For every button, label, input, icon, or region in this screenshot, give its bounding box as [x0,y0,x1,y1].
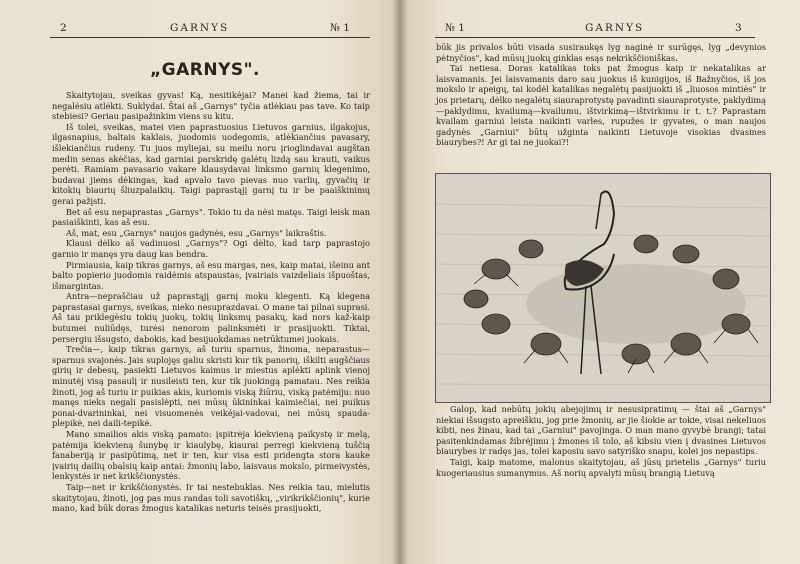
paragraph: Tai netiesa. Doras katalikas toks pat žmogus kaip ir nekatalikas ar laisvamanis. Jei laisvamanis daro sau juokus iš kunigijos, iš Bažnyčios, iš jos mokslo ir apeigų, tai kodėl katalikas negalėtų pasijuokti iš „liuosos mintiės" ir jos prietarų, dėlko negalėtų siauraprotystę pavadinti siauraprotyste, paklydimą—paklydimu, kvailumą—kvailumu, ištvirkimą—ištvirkimu ir t. t.? Paprastam kvailam garniui leista naikinti varles, rupužes ir gyvates, o man naujos gadynės „Garniui" būtų užginta naikinti Lietuvoje visokias dvasines biaurybes?! Ar gi tai ne juokai?! [436,63,766,148]
book-gutter [392,0,408,564]
paragraph: Taigi, kaip matome, malonus skaitytojau, aš jūsų prietelis „Garnys" turiu kuogeriausius sumanymus. Aš norių apvalyti mūsų brangią Lietuvą [436,456,766,478]
paragraph: Taip—net ir krikščionystės. Ir tai nestebuklas. Nes reikia tau, mielutis skaitytojau, žinoti, jog pas mus randas toli savotiškų, „virikrikščionių", kurie mano, kad būk doras žmogus katalikas neturis teisės prasijuokti, [52,481,370,514]
paragraph: Klausi dėlko aš vadinuosi „Garnys"? Ogi dėlto, kad tarp paprastojo garnio ir manęs yra daug kas bendra. [52,238,370,259]
illustration-drawing [436,174,770,402]
article-title: „GARNYS". [150,60,260,80]
paragraph: Antra—nepraščiau už paprastąjį garnį moku klegenti. Ką klegena paprastasai garnys, sveikas, nieko nesuprazdavai. O mane tai pilnai suprasi. Aš tau priklegėsiu tokių juokų, tokių linksmų pasakų, kad nors kaž-kaip butumei nuliūdęs, turėsi nenorom palinksmėti ir prasijuokti. Tiktai, persergiu išsugsto, dabokis, kad besijuokdamas netrūktumei juokais. [52,291,370,344]
issue-number-left: № 1 [330,22,350,34]
header-rule-right [435,37,755,38]
paragraph: būk jis privalos būti visada susiraukęs lyg naginė ir surūgęs, lyg „devynios pėtnyčios", kad mūsų juokų ginklas esąs nekrikščioniškas. [436,42,766,63]
right-text-top [436,42,766,170]
running-head-left: GARNYS [170,22,230,34]
paragraph: Trečia—, kaip tikras garnys, aš turiu sparnus, žinoma, neparastus—sparnus svajonės. Jais suplojęs galiu skristi kur tik panorių, iškilti augščiaus girių ir debesų, pasiekti Lietuvos kaimus ir miestus aplėkti aplink vienoj minutėj visą pasaulį ir nusileisti ten, kur tik juokingą pamatau. Nes reikia žinoti, jog aš turiu ir puikias akis, kuriomis viską žiūriu, viską patėmiju: nuo manęs nieks negali pasislėpti, nei mūsų ūkininkai kaimiečiai, nei puikus ponai-dvarininkai, nei visuomenės veikėjai-vadovai, nei mūsų spauda-plepikė, nei daili-tepikė. [52,344,370,429]
paragraph: Galop, kad nebūtų jokių abejojimų ir nesusipratimų — štai aš „Garnys" niekiai išsugsto apreiškiu, jog prie žmonių, ar jie šiokie ar tokie, visai nekeliuos kibti, nes žinau, kad tai „Garniui" pavojinga. O man mano gyvybė brangi; tatai pasitenkindamas žibrėjimu į žmones iš tolo, aš kibsiu vien į dvasines Lietuvos biaurybes ir radęs jas, tolei kaposiu savo satyriško snapu, kolei jos nepastips. [436,404,766,457]
header-rule-left [50,37,370,38]
paragraph: Iš tolei, sveikas, matei vien paprastuosius Lietuvos garnius, ilgakojus, ilgasnapius, baltais kaklais, juodomis uodegomis, atlėkiančius pavasary, išlekiančius rudeny. Tu juos myliejai, su meilu noru įrioglindavai augštan medin senas akėčias, kad garniai parskridę galėtų lizdą sau krauti, vaikus perėti. Ramiam pavasario vakare klausydavai linksmo garnių klegenimo, budavai jiems dėkingas, kad apvalo tavo pievas nuo varlių, gyvačių ir kitokių biaurių šliuzpalaikių. Taigi paprastąjį garnį tu ir be paaiškinimų gerai pažįsti. [52,121,370,206]
paragraph: Aš, mat, esu „Garnys" naujos gadynės, esu „Garnys" laikraštis. [66,227,327,238]
right-text-bottom [436,404,766,562]
page-number-left: 2 [60,22,67,34]
heron-frogs-illustration [435,173,771,403]
paragraph: Pirmiausia, kaip tikras garnys, aš esu margas, nes, kaip matai, išeinu ant balto popierio juodomis raidėmis atspaustas, įvairiais vaizdeliais išpuoštas, išmargintas. [52,259,370,291]
issue-number-right: № 1 [445,22,465,34]
paragraph: Skaitytojau, sveikas gyvas! Ką, nesitikėjai? Manei kad žiema, tai ir negalėsiu atlėkti. Suklydai. Štai aš „Garnys" tyčia atlėkiau pas tave. Ko taip stebiesi? Geriau pasipažinkim viens su kitu. [52,90,370,122]
paragraph: Mano smailios akis viską pamato: įspitrėja kiekvieną paikystę ir melą, patėmija kiekvieną šunybę ir kiaulybę, kiaurai perregi kiekvieną tuščią fanaberiją ir pasipūtimą, net ir ten, kur visa esti pridengta stora kauke įvairių dailių obalsių kaip antai: žmonių labo, laisvaus mokslo, pirmeivystės, lenkystės ir net krikščionystės. [52,429,370,482]
page-number-right: 3 [735,22,742,34]
running-head-right: GARNYS [585,22,645,34]
left-text-column [52,90,370,560]
paragraph: Bet aš esu nepaprastas „Garnys". Tokio tu da nėsi matęs. Taigi leisk man pasiaiškinti, kas aš esu. [52,206,370,228]
